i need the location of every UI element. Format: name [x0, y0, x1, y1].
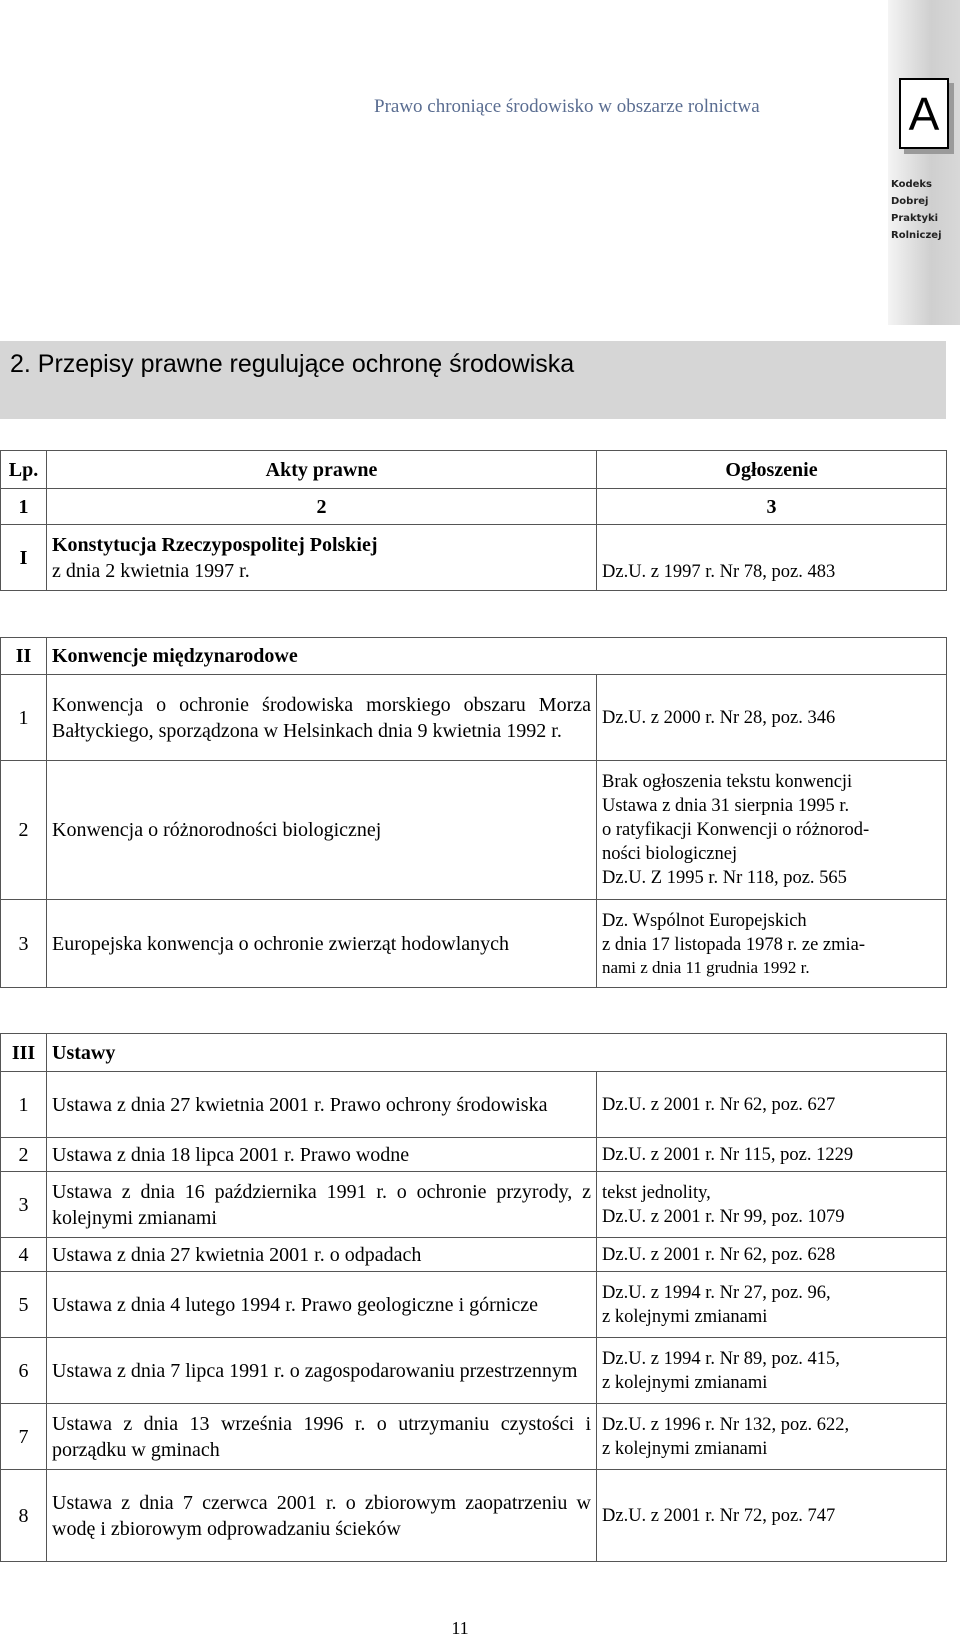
pub-line: ności biologicznej: [602, 844, 738, 864]
act-line: z dnia 2 kwietnia 1997 r.: [52, 559, 250, 582]
column-number: 2: [47, 489, 597, 525]
row-lp: 4: [1, 1238, 47, 1272]
row-act: [47, 525, 597, 591]
table-row: [1, 1238, 947, 1272]
row-lp: 2: [1, 761, 47, 900]
table-conventions: [0, 637, 947, 988]
pub-line: z dnia 17 listopada 1978 r. ze zmia-: [602, 934, 866, 955]
side-strip: [888, 0, 960, 325]
table-row: [1, 1404, 947, 1470]
pub-line: z kolejnymi zmianami: [602, 1438, 768, 1459]
row-publication: [597, 761, 947, 900]
header-lp: Lp.: [1, 451, 47, 489]
table-row: [1, 1338, 947, 1404]
pub-line: tekst jednolity,: [602, 1182, 711, 1203]
group-row: [1, 1034, 947, 1072]
row-publication: [597, 1338, 947, 1404]
act-line: Konstytucja Rzeczypospolitej Polskiej: [52, 533, 378, 556]
row-publication: [597, 900, 947, 988]
row-act: Ustawa z dnia 18 lipca 2001 r. Prawo wodne: [47, 1138, 597, 1172]
row-publication: Dz.U. z 2001 r. Nr 62, poz. 628: [597, 1238, 947, 1272]
row-lp: 5: [1, 1272, 47, 1338]
row-lp: I: [1, 525, 47, 591]
pub-line: Dz.U. z 1996 r. Nr 132, poz. 622,: [602, 1414, 850, 1435]
table-row: [1, 1172, 947, 1238]
row-act: Ustawa z dnia 16 października 1991 r. o ochronie przyrody, z kolejnymi zmianami: [47, 1172, 597, 1238]
row-publication: Dz.U. z 2001 r. Nr 62, poz. 627: [597, 1072, 947, 1138]
pub-line: Dz.U. z 1994 r. Nr 27, poz. 96,: [602, 1282, 831, 1303]
pub-line: o ratyfikacji Konwencji o różnorod-: [602, 820, 870, 840]
pub-line: z kolejnymi zmianami: [602, 1306, 768, 1327]
group-title: Ustawy: [47, 1034, 947, 1072]
row-publication: [597, 1404, 947, 1470]
section-title: 2. Przepisy prawne regulujące ochronę środowiska: [10, 350, 575, 378]
row-lp: 3: [1, 1172, 47, 1238]
table-row: [1, 525, 947, 591]
pub-line: Dz.U. Z 1995 r. Nr 118, poz. 565: [602, 868, 847, 888]
pub-line: Brak ogłoszenia tekstu konwencji: [602, 772, 853, 792]
kodeks-line: Rolniczej: [891, 230, 942, 241]
row-lp: 7: [1, 1404, 47, 1470]
row-act: Konwencja o ochronie środowiska morskiego obszaru Morza Bałtyckiego, sporządzona w Helsinkach dnia 9 kwietnia 1992 r.: [47, 675, 597, 761]
group-row: [1, 638, 947, 675]
running-header: Prawo chroniące środowisko w obszarze rolnictwa: [374, 96, 760, 117]
row-act: Europejska konwencja o ochronie zwierząt hodowlanych: [47, 900, 597, 988]
table-row: [1, 1072, 947, 1138]
group-lp: II: [1, 638, 47, 675]
column-number: 1: [1, 489, 47, 525]
row-act: Ustawa z dnia 27 kwietnia 2001 r. o odpadach: [47, 1238, 597, 1272]
kodeks-line: Kodeks: [891, 179, 932, 190]
kodeks-label: [891, 176, 942, 244]
pub-line: Ustawa z dnia 31 sierpnia 1995 r.: [602, 796, 850, 816]
row-publication: Dz.U. z 2001 r. Nr 115, poz. 1229: [597, 1138, 947, 1172]
row-lp: 1: [1, 1072, 47, 1138]
row-publication: [597, 1272, 947, 1338]
table-row: [1, 1272, 947, 1338]
header-ogloszenie: Ogłoszenie: [597, 451, 947, 489]
row-act: Konwencja o różnorodności biologicznej: [47, 761, 597, 900]
table-laws: [0, 1033, 947, 1562]
section-letter-badge: A: [899, 78, 949, 149]
row-act: Ustawa z dnia 13 września 1996 r. o utrzymaniu czystości i porządku w gminach: [47, 1404, 597, 1470]
row-publication: [597, 1172, 947, 1238]
row-act: Ustawa z dnia 4 lutego 1994 r. Prawo geologiczne i górnicze: [47, 1272, 597, 1338]
row-publication: Dz.U. z 1997 r. Nr 78, poz. 483: [597, 525, 947, 591]
header-akty: Akty prawne: [47, 451, 597, 489]
row-lp: 6: [1, 1338, 47, 1404]
row-lp: 3: [1, 900, 47, 988]
pub-line: Dz. Wspólnot Europejskich: [602, 910, 807, 931]
kodeks-line: Dobrej: [891, 196, 929, 207]
table-row: [1, 761, 947, 900]
group-title: Konwencje międzynarodowe: [47, 638, 947, 675]
kodeks-line: Praktyki: [891, 213, 939, 224]
row-act: Ustawa z dnia 7 czerwca 2001 r. o zbiorowym zaopatrzeniu w wodę i zbiorowym odprowadzaniu ścieków: [47, 1470, 597, 1562]
row-publication: Dz.U. z 2000 r. Nr 28, poz. 346: [597, 675, 947, 761]
group-lp: III: [1, 1034, 47, 1072]
table-row: [1, 900, 947, 988]
pub-line: z kolejnymi zmianami: [602, 1372, 768, 1393]
table-constitution: [0, 450, 947, 591]
pub-line: nami z dnia 11 grudnia 1992 r.: [602, 957, 810, 977]
table-row: [1, 675, 947, 761]
row-act: Ustawa z dnia 7 lipca 1991 r. o zagospodarowaniu przestrzennym: [47, 1338, 597, 1404]
table-header-row: [1, 451, 947, 489]
table-row: [1, 1138, 947, 1172]
page-number: 11: [451, 1618, 469, 1638]
pub-line: Dz.U. z 2001 r. Nr 99, poz. 1079: [602, 1206, 845, 1227]
row-lp: 8: [1, 1470, 47, 1562]
column-number-row: [1, 489, 947, 525]
row-act: Ustawa z dnia 27 kwietnia 2001 r. Prawo ochrony środowiska: [47, 1072, 597, 1138]
pub-line: Dz.U. z 1994 r. Nr 89, poz. 415,: [602, 1348, 840, 1369]
row-lp: 2: [1, 1138, 47, 1172]
column-number: 3: [597, 489, 947, 525]
row-publication: Dz.U. z 2001 r. Nr 72, poz. 747: [597, 1470, 947, 1562]
row-lp: 1: [1, 675, 47, 761]
table-row: [1, 1470, 947, 1562]
